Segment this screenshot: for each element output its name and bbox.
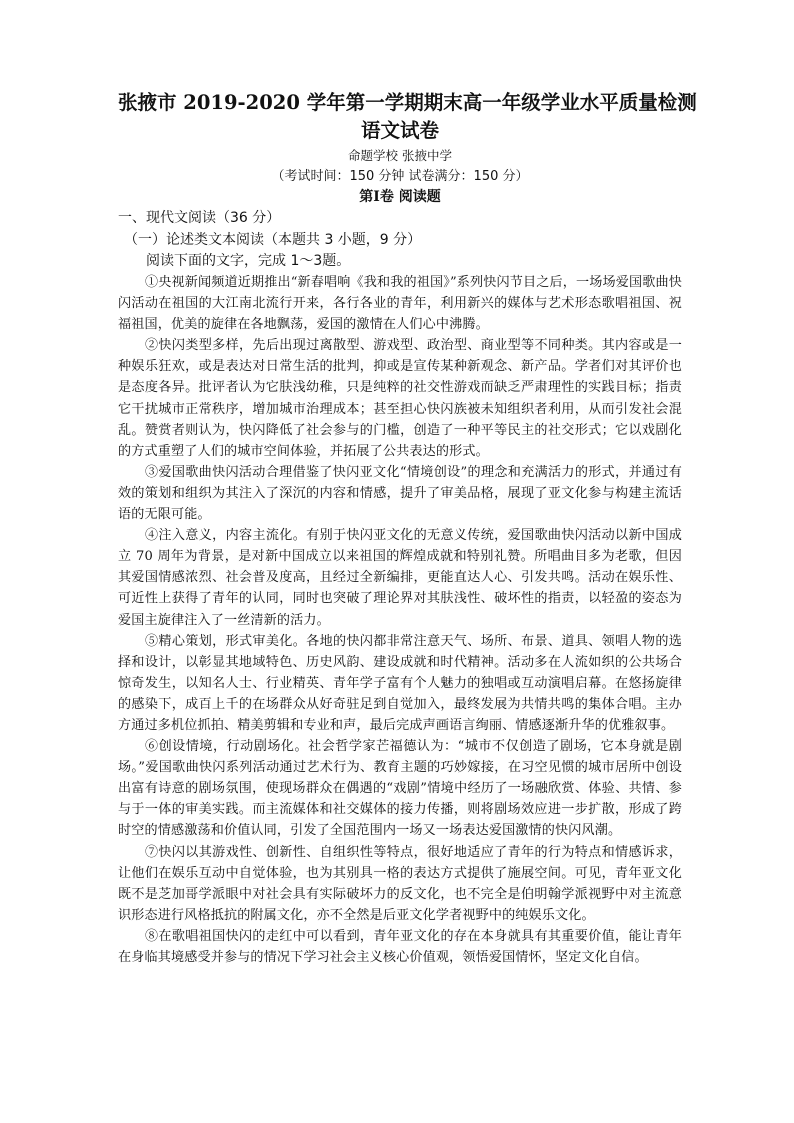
section-heading: 一、现代文阅读（36 分） bbox=[118, 210, 281, 226]
reading-instruction: 阅读下面的文字，完成 1～3题。 bbox=[146, 253, 351, 269]
exam-subtitle: 语文试卷 bbox=[360, 119, 439, 142]
exam-school: 命题学校 张掖中学 bbox=[348, 148, 452, 163]
paragraph-7: ⑦快闪以其游戏性、创新性、自组织性等特点，很好地适应了青年的行为特点和情感诉求，让他们在娱乐互动中自觉体验，也为其别具一格的表达方式提供了施展空间。可见，青年亚文化既不是芝加哥学派眼中对社会具有实际破坏力的反文化，也不完全是伯明翰学派视野中对主流意识形态进行风格抵抗的附属文化，亦不全然是后亚文化学者视野中的纯娱乐文化。 bbox=[118, 844, 682, 923]
paragraph-1: ①央视新闻频道近期推出“新春唱响《我和我的祖国》”系列快闪节目之后，一场场爱国歌曲快闪活动在祖国的大江南北流行开来，各行各业的青年，利用新兴的媒体与艺术形态歌唱祖国、祝福祖国，优美的旋律在各地飘荡，爱国的激情在人们心中沸腾。 bbox=[118, 275, 682, 333]
section-subheading: （一）论述类文本阅读（本题共 3 小题，9 分） bbox=[124, 232, 422, 248]
exam-info: （考试时间：150 分钟 试卷满分：150 分） bbox=[271, 169, 529, 184]
part-title: 第Ⅰ卷 阅读题 bbox=[359, 189, 441, 205]
paragraph-8: ⑧在歌唱祖国快闪的走红中可以看到，青年亚文化的存在本身就具有其重要价值，能让青年在身临其境感受并参与的情况下学习社会主义核心价值观，领悟爱国情怀，坚定文化自信。 bbox=[118, 928, 682, 965]
paragraph-5: ⑤精心策划，形式审美化。各地的快闪都非常注意天气、场所、布景、道具、领唱人物的选择和设计，以彰显其地域特色、历史风韵、建设成就和时代精神。活动多在人流如织的公共场合惊奇发生，以知名人士、行业精英、青年学子富有个人魅力的独唱或互动演唱启幕。在悠扬旋律的感染下，成百上千的在场群众从好奇驻足到自觉加入，最终发展为共情共鸣的集体合唱。主办方通过多机位抓拍、精美剪辑和专业和声，最后完成声画语言绚丽、情感逐渐升华的优雅叙事。 bbox=[118, 633, 682, 733]
paragraph-2: ②快闪类型多样，先后出现过离散型、游戏型、政治型、商业型等不同种类。其内容或是一种娱乐狂欢，或是表达对日常生活的批判，抑或是宣传某种新观念、新产品。学者们对其评价也是态度各异。批评者认为它肤浅幼稚，只是纯粹的社交性游戏而缺乏严肃理性的实践目标；指责它干扰城市正常秩序，增加城市治理成本；甚至担心快闪族被未知组织者利用，从而引发社会混乱。赞赏者则认为，快闪降低了社会参与的门槛，创造了一种平等民主的社交形式；它以戏剧化的方式重塑了人们的城市空间体验，并拓展了公共表达的形式。 bbox=[118, 338, 682, 459]
exam-title: 张掖市 2019-2020 学年第一学期期末高一年级学业水平质量检测 bbox=[118, 91, 697, 114]
paragraph-4: ④注入意义，内容主流化。有别于快闪亚文化的无意义传统，爱国歌曲快闪活动以新中国成立 70 周年为背景，是对新中国成立以来祖国的辉煌成就和特别礼赞。所唱曲目多为老歌，但因其爱国情感浓烈、社会普及度高，且经过全新编排，更能直达人心、引发共鸣。活动在娱乐性、可近性上获得了青年的认同，同时也突破了理论界对其肤浅性、破坏性的指责，以轻盈的姿态为爱国主旋律注入了一丝清新的活力。 bbox=[118, 528, 682, 628]
paragraph-3: ③爱国歌曲快闪活动合理借鉴了快闪亚文化“情境创设”的理念和充满活力的形式，并通过有效的策划和组织为其注入了深沉的内容和情感，提升了审美品格，展现了亚文化参与构建主流话语的无限可能。 bbox=[118, 464, 682, 523]
paragraph-6: ⑥创设情境，行动剧场化。社会哲学家芒福德认为：“城市不仅创造了剧场，它本身就是剧场。”爱国歌曲快闪系列活动通过艺术行为、教育主题的巧妙嫁接，在习空见惯的城市居所中创设出富有诗意的剧场氛围，使现场群众在偶遇的“戏剧”情境中经历了一场融欣赏、体验、共情、参与于一体的审美实践。而主流媒体和社交媒体的接力传播，则将剧场效应进一步扩散，形成了跨时空的情感激荡和价值认同，引发了全国范围内一场又一场表达爱国激情的快闪风潮。 bbox=[118, 739, 682, 839]
